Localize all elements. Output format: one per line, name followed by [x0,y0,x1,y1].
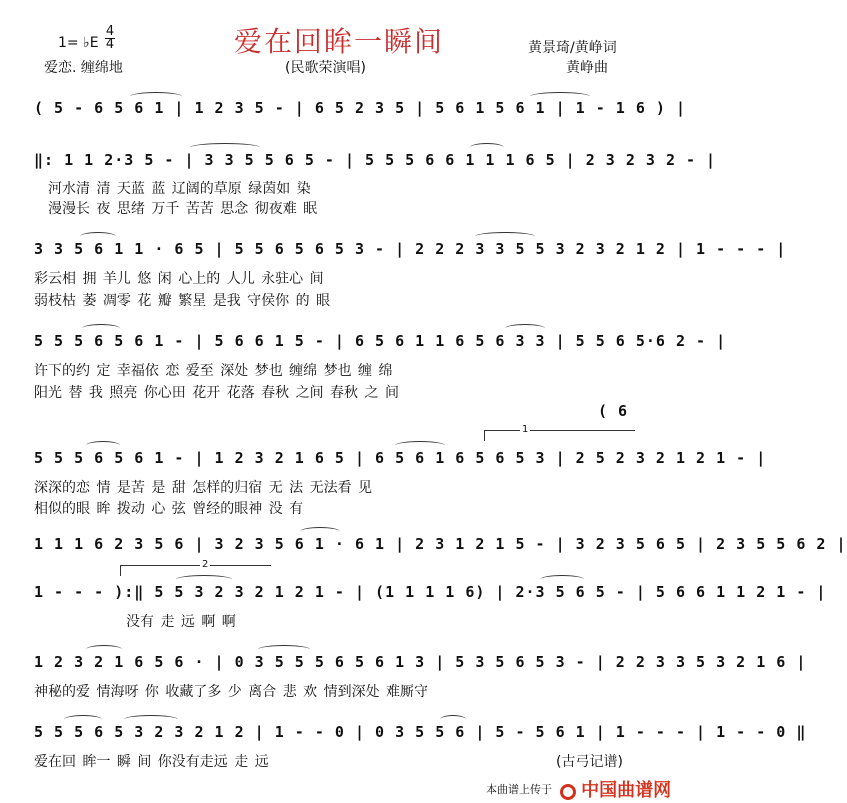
site-name: 中国曲谱网 [581,780,672,801]
slur [475,232,535,241]
slur [470,143,504,152]
slur [540,575,584,584]
page-title: 爱在回眸一瞬间 [233,25,444,58]
slur [124,715,178,724]
lyric-line-3b: 弱枝枯 萎 凋零 花 瓣 繁星 是我 守侯你 的 眼 [34,293,331,309]
volta-first-number: 1 [522,424,529,435]
slur [505,324,545,333]
score-line-9: 5 5 5 6 5 3 2 3 2 1 2 | 1 - - 0 | 0 3 5 5 6 | 5 - 5 6 1 | 1 - - - | 1 - - 0 ‖ [34,723,807,741]
key-signature: 1= ♭E [58,35,99,51]
lyric-line-9: 爱在回 眸一 瞬 间 你没有走远 走 远 [34,754,269,770]
score-line-3: 3 3 5 6 1 1 · 6 5 | 5 5 6 5 6 5 3 - | 2 2 2 3 3 5 5 3 2 3 2 1 2 | 1 - - - | [34,240,787,258]
volta-second-number: 2 [202,559,209,570]
score-line-4: 5 5 5 6 5 6 1 - | 5 6 6 1 5 - | 6 5 6 1 1 6 5 6 3 3 | 5 5 6 5·6 2 - | [34,332,727,350]
score-line-7: 1 - - - ):‖ 5 5 3 2 3 2 1 2 1 - | (1 1 1 1 6) | 2·3 5 6 5 - | 5 6 6 1 1 2 1 - | [34,583,827,601]
slur [82,324,120,333]
score-line-8: 1 2 3 2 1 6 5 6 · | 0 3 5 5 5 6 5 6 1 3 | 5 3 5 6 5 3 - | 2 2 3 3 5 3 2 1 6 | [34,653,807,671]
lyric-line-2a: 河水清 清 天蓝 蓝 辽阔的草原 绿茵如 染 [48,181,311,197]
score-line-5: 5 5 5 6 5 6 1 - | 1 2 3 2 1 6 5 | 6 5 6 1 6 5 6 5 3 | 2 5 2 3 2 1 2 1 - | [34,449,767,467]
lyric-line-8: 神秘的爱 情海呀 你 收藏了多 少 离合 悲 欢 情到深处 难厮守 [34,684,429,700]
slur [176,575,232,584]
lyric-line-7: 没有 走 远 啊 啊 [126,614,236,630]
slur [440,715,466,724]
score-line-2: ‖: 1 1 2·3 5 - | 3 3 5 5 6 5 - | 5 5 5 6 6 1 1 1 6 5 | 2 3 2 3 2 - | [34,151,717,169]
score-line-6: 1 1 1 6 2 3 5 6 | 3 2 3 5 6 1 · 6 1 | 2 3 1 2 1 5 - | 3 2 3 5 6 5 | 2 3 5 5 6 2 | [34,535,847,553]
lyricist: 黄景琦/黄峥词 [528,40,617,56]
volta-first [484,430,635,441]
lyric-line-4a: 许下的约 定 幸福依 恋 爱至 深处 梦也 缠绵 梦也 缠 绵 [34,363,393,379]
slur [64,715,102,724]
slur [300,527,340,536]
lyric-line-5a: 深深的恋 情 是苦 是 甜 怎样的归宿 无 法 无法看 见 [34,480,373,496]
slur [86,441,120,450]
lyric-line-5b: 相似的眼 眸 拨动 心 弦 曾经的眼神 没 有 [34,501,304,517]
slur [86,645,122,654]
slur [130,92,182,101]
slur [258,645,310,654]
slur [190,143,260,152]
subtitle: (民歌荣演唱) [285,60,366,76]
lyric-line-3a: 彩云相 拥 羊儿 悠 闲 心上的 人儿 永驻心 间 [34,271,324,287]
time-signature: 4 4 [105,24,115,52]
notation-credit: (古弓记谱) [556,754,623,770]
slur [395,441,445,450]
score-line-1: ( 5 - 6 5 6 1 | 1 2 3 5 - | 6 5 2 3 5 | 5 6 1 5 6 1 | 1 - 1 6 ) | [34,99,686,117]
tempo-style: 爱恋. 缠绵地 [44,60,123,76]
composer: 黄峥曲 [566,60,608,76]
site-logo [560,776,671,802]
logo-icon [560,784,576,800]
pickup-note: ( 6 [598,402,629,420]
upload-note: 本曲谱上传于 [486,783,552,796]
lyric-line-2b: 漫漫长 夜 思绪 万千 苦苦 思念 彻夜难 眠 [48,201,318,217]
slur [80,232,116,241]
lyric-line-4b: 阳光 替 我 照亮 你心田 花开 花落 春秋 之间 春秋 之 间 [34,385,399,401]
slur [530,92,590,101]
